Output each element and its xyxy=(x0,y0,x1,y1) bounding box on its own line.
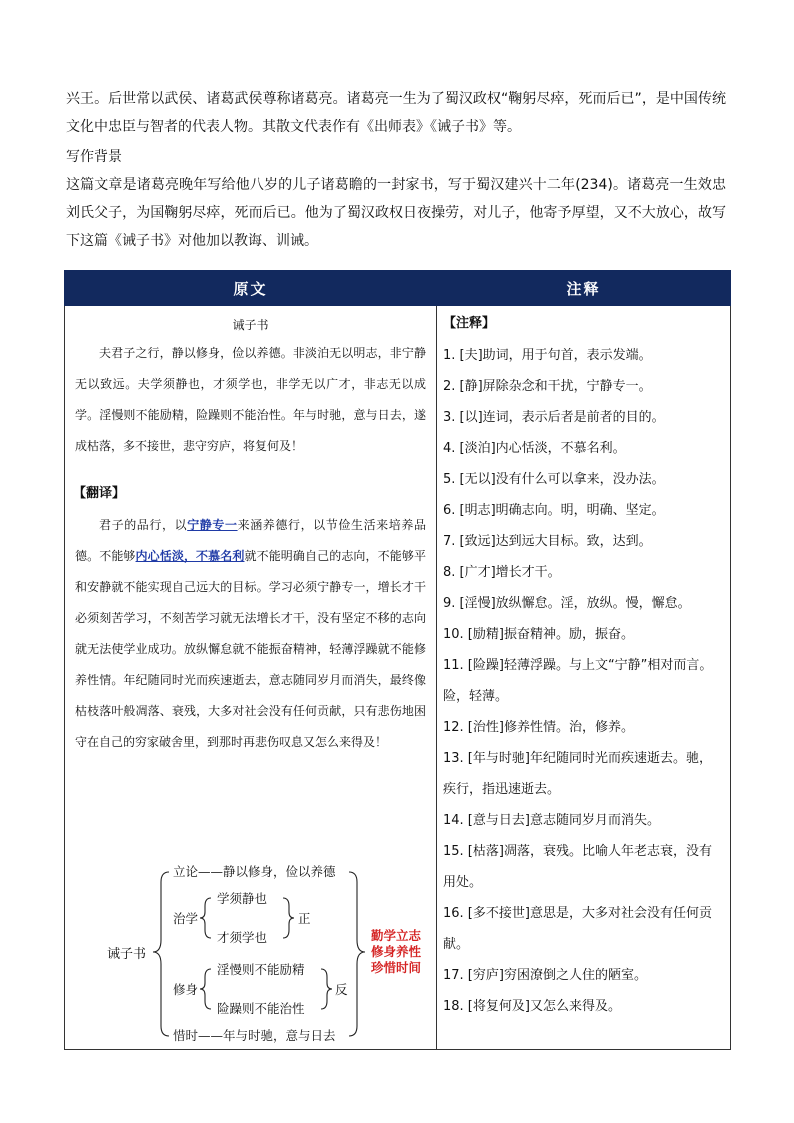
zhixue-right-brace xyxy=(283,898,294,938)
notes-cell xyxy=(437,306,731,1050)
diagram-zhixue: 治学 xyxy=(173,911,199,926)
note-item: 13. [年与时驰]年纪随同时光而疾速逝去。驰，疾行，指迅速逝去。 xyxy=(443,751,712,797)
main-brace xyxy=(153,872,169,1036)
note-item: 10. [励精]振奋精神。励，振奋。 xyxy=(443,627,634,642)
translation-part: 就不能明确自己的志向，不能够平和安静就不能实现自己远大的目标。学习必须宁静专一，增长才干必须刻苦学习，不刻苦学习就无法增长才干，没有坚定不移的志向就无法使学业成功。放纵懈怠就不能振奋精神，轻薄浮躁就不能修养性情。年纪随同时光而疾速逝去，意志随同岁月而消失，最终像枯枝落叶般凋落、衰残，大多对社会没有任何贡献，只有悲伤地困守在自己的穷家破舍里，到那时再悲伤叹息又怎么来得及！ xyxy=(75,549,426,749)
note-item: 1. [夫]助词，用于句首，表示发端。 xyxy=(443,348,652,363)
note-item: 17. [穷庐]穷困潦倒之人住的陋室。 xyxy=(443,968,647,983)
highlight-term: 宁静专一 xyxy=(187,518,238,532)
section-heading-background: 写作背景 xyxy=(66,149,122,165)
diagram-summary-2: 修身养性 xyxy=(371,944,422,959)
text-notes-table xyxy=(64,270,731,1050)
note-item: 5. [无以]没有什么可以拿来，没办法。 xyxy=(443,472,665,487)
diagram-xiushen-1: 淫慢则不能励精 xyxy=(217,962,305,977)
diagram-lilun: 立论——静以修身，俭以养德 xyxy=(173,864,336,879)
notes-label: 【注释】 xyxy=(443,316,496,331)
zhixue-brace xyxy=(200,898,211,938)
intro-section xyxy=(66,85,726,255)
translation-label: 【翻译】 xyxy=(73,486,126,501)
diagram-fan: 反 xyxy=(335,982,348,997)
outer-right-brace xyxy=(349,872,365,1036)
note-item: 14. [意与日去]意志随同岁月而消失。 xyxy=(443,813,660,828)
note-item: 8. [广才]增长才干。 xyxy=(443,565,561,580)
note-item: 16. [多不接世]意思是，大多对社会没有任何贡献。 xyxy=(443,906,712,952)
diagram-xishi: 惜时——年与时驰，意与日去 xyxy=(173,1028,336,1043)
note-item: 9. [淫慢]放纵懈怠。淫，放纵。慢，懈怠。 xyxy=(443,596,691,611)
note-item: 18. [将复何及]又怎么来得及。 xyxy=(443,999,621,1014)
structure-diagram xyxy=(65,856,437,1049)
diagram-svg xyxy=(65,856,437,1049)
xiushen-right-brace xyxy=(321,969,332,1009)
xiushen-brace xyxy=(200,969,211,1009)
highlight-term: 内心恬淡，不慕名利 xyxy=(135,549,245,563)
background-paragraph: 这篇文章是诸葛亮晚年写给他八岁的儿子诸葛瞻的一封家书，写于蜀汉建兴十二年(234)。诸葛亮一生效忠刘氏父子，为国鞠躬尽瘁，死而后已。他为了蜀汉政权日夜操劳，对儿子，他寄予厚望，又不大放心，故写下这篇《诫子书》对他加以教诲、训诫。 xyxy=(66,177,726,249)
diagram-summary-3: 珍惜时间 xyxy=(371,960,422,975)
note-item: 15. [枯落]凋落，衰残。比喻人年老志衰，没有用处。 xyxy=(443,844,712,890)
note-item: 3. [以]连词，表示后者是前者的目的。 xyxy=(443,410,665,425)
diagram-zhixue-1: 学须静也 xyxy=(217,891,268,906)
diagram-root: 诫子书 xyxy=(107,947,147,962)
note-item: 4. [淡泊]内心恬淡，不慕名利。 xyxy=(443,441,626,456)
intro-paragraph: 兴王。后世常以武侯、诸葛武侯尊称诸葛亮。诸葛亮一生为了蜀汉政权“鞠躬尽瘁，死而后已”，是中国传统文化中忠臣与智者的代表人物。其散文代表作有《出师表》《诫子书》等。 xyxy=(66,91,726,135)
diagram-summary-1: 勤学立志 xyxy=(371,928,422,943)
diagram-xiushen: 修身 xyxy=(173,982,199,997)
note-item: 2. [静]屏除杂念和干扰，宁静专一。 xyxy=(443,379,652,394)
note-item: 12. [治性]修养性情。治，修养。 xyxy=(443,720,634,735)
header-notes: 注释 xyxy=(437,271,731,306)
original-cell xyxy=(65,306,437,1050)
note-item: 7. [致远]达到远大目标。致，达到。 xyxy=(443,534,652,549)
note-item: 11. [险躁]轻薄浮躁。与上文“宁静”相对而言。险，轻薄。 xyxy=(443,658,713,704)
diagram-zhixue-2: 才须学也 xyxy=(217,930,268,945)
diagram-xiushen-2: 险躁则不能治性 xyxy=(217,1001,305,1016)
note-item: 6. [明志]明确志向。明，明确、坚定。 xyxy=(443,503,665,518)
header-original: 原文 xyxy=(65,271,437,306)
essay-text: 夫君子之行，静以修身，俭以养德。非淡泊无以明志，非宁静无以致远。夫学须静也，才须学也，非学无以广才，非志无以成学。淫慢则不能励精，险躁则不能治性。年与时驰，意与日去，遂成枯落，多不接世，悲守穷庐，将复何及！ xyxy=(75,346,426,453)
diagram-zheng: 正 xyxy=(298,911,311,926)
translation-part: 君子的品行，以 xyxy=(99,518,188,532)
translation-text xyxy=(75,510,426,758)
essay-title: 诫子书 xyxy=(232,318,269,332)
notes-list xyxy=(437,340,730,1022)
translation-part: 来涵养德行，以节俭生活来培养品德。不能够 xyxy=(75,518,426,563)
